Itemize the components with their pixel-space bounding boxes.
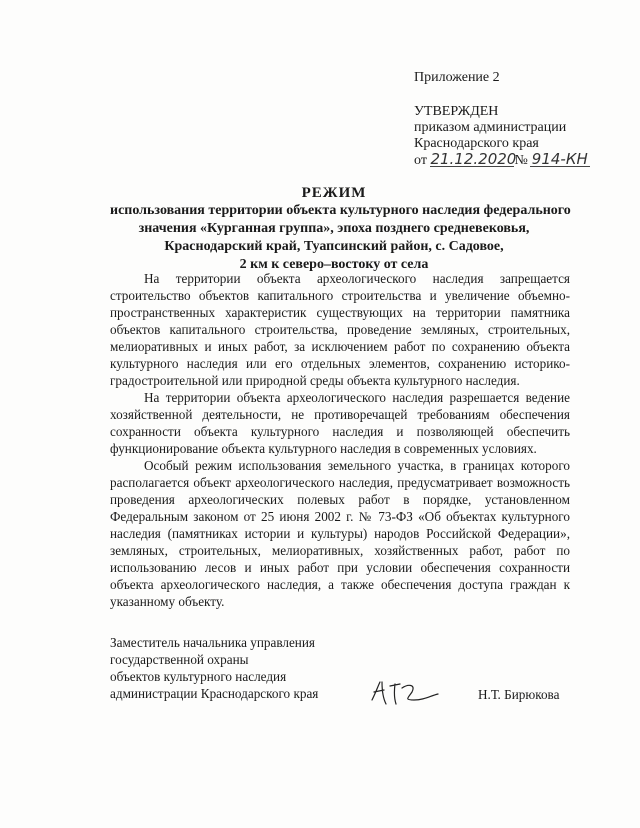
signatory-title-line-4: администрации Краснодарского края bbox=[110, 686, 319, 701]
handwritten-date: 21.12.2020 bbox=[430, 150, 517, 168]
document-body bbox=[110, 270, 570, 610]
signatory-title-line-1: Заместитель начальника управления bbox=[110, 635, 315, 650]
signatory-title-line-2: государственной охраны bbox=[110, 652, 249, 667]
date-prefix: от bbox=[414, 153, 427, 168]
title-line-2: значения «Курганная группа», эпоха позднего средневековья, bbox=[138, 221, 530, 236]
paragraph-special-regime: Особый режим использования земельного участка, в границах которого располагается объект археологического наследия, предусматривает возможность проведения археологических полевых работ в порядке, установленном Федеральным законом от 25 июня 2002 г. № 73-ФЗ «Об объектах культурного наследия (памятниках истории и культуры) народов Российской Федерации», земляных, строительных, мелиоративных, хозяйственных работ, работ по использованию лесов и иных работ при условии обеспечения сохранности объекта археологического наследия, а также обеспечения доступа граждан к указанному объекту. bbox=[110, 458, 570, 609]
approval-line-2: Краснодарского края bbox=[414, 136, 539, 151]
appendix-label: Приложение 2 bbox=[414, 70, 500, 85]
handwritten-signature bbox=[368, 678, 442, 708]
number-prefix: № bbox=[514, 153, 528, 168]
handwritten-number: 914-КН bbox=[530, 152, 590, 167]
document-title bbox=[110, 184, 571, 274]
paragraph-permissions: На территории объекта археологического наследия разрешается ведение хозяйственной деятельности, не противоречащей требованиям обеспечения сохранности объекта культурного наследия и позволяющей обеспечить функционирование объекта культурного наследия в современных условиях. bbox=[110, 390, 570, 456]
paragraph-prohibitions: На территории объекта археологического наследия запрещается строительство объектов капитального строительства и увеличение объемно-пространственных характеристик существующих на территории памятника объектов капитального строительства, проведение земляных, строительных, мелиоративных и иных работ, за исключением работ по сохранению объекта культурного наследия или его отдельных элементов, сохранению историко-градостроительной или природной среды объекта культурного наследия. bbox=[110, 271, 570, 388]
signatory-name: Н.Т. Бирюкова bbox=[478, 687, 560, 702]
title-line-4: 2 км к северо–востоку от села bbox=[239, 257, 429, 272]
approval-heading: УТВЕРЖДЕН bbox=[414, 104, 499, 119]
title-line-3: Краснодарский край, Туапсинский район, с. Садовое, bbox=[164, 239, 504, 254]
signatory-title-line-3: объектов культурного наследия bbox=[110, 669, 287, 684]
title-line-1: использования территории объекта культурного наследия федерального bbox=[110, 203, 571, 218]
approval-date-line bbox=[414, 152, 590, 169]
approval-block bbox=[414, 104, 590, 169]
title-heading: РЕЖИМ bbox=[301, 185, 367, 201]
approval-line-1: приказом администрации bbox=[414, 120, 567, 135]
signature-block bbox=[110, 634, 570, 702]
